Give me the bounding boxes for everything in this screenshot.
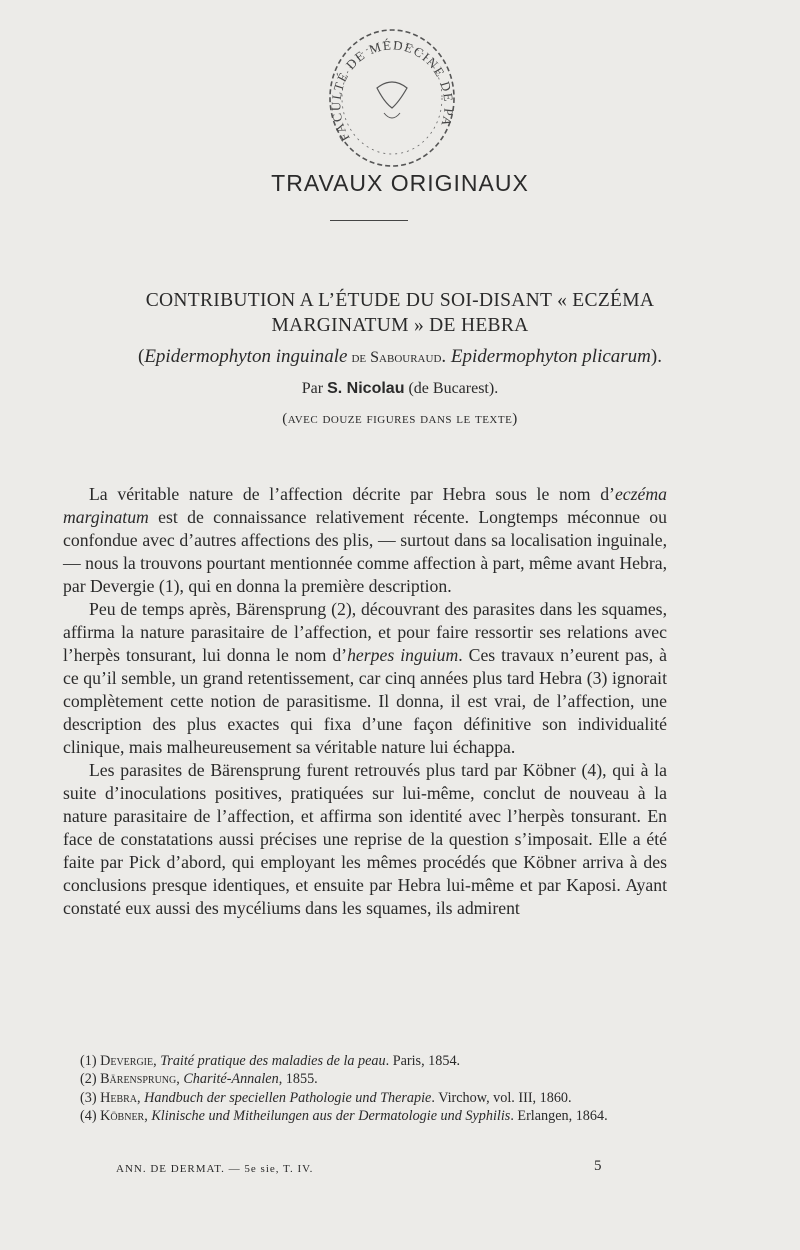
article-subtitle: [60, 346, 740, 368]
footnote-sep: ,: [176, 1071, 184, 1088]
page-number: 5: [594, 1158, 602, 1174]
footnote-sep: ,: [153, 1053, 161, 1069]
subtitle-sep: .: [441, 346, 451, 367]
byline-origin: (de Bucarest).: [404, 380, 499, 397]
footnote-author: Hebra: [100, 1089, 138, 1106]
footnote-author: Devergie: [100, 1053, 154, 1069]
subtitle-author: Sabouraud: [370, 349, 442, 366]
footnote-rest: . Virchow, vol. III, 1860.: [431, 1089, 572, 1106]
stamp-text: FACULTÉ DE MÉDECINE DE PA: [328, 37, 457, 145]
footnote-author: Köbner: [100, 1107, 145, 1124]
svg-text:FACULTÉ DE MÉDECINE DE PARIS: [322, 18, 456, 144]
p2-text-b: . Ces travaux n’eurent pas, à ce qu’il semble, un grand retentissement, car cinq années plus tard Hebra (3) ignorait complètement cette notion de parasitisme. Il donna, il est vrai, de l’affection, une description des plus exactes qui fixa d’une façon définitive son individualité clinique, mais malheureusement sa véritable nature lui échappa.: [63, 645, 667, 757]
title-line-1: CONTRIBUTION A L’ÉTUDE DU SOI-DISANT « ECZÉMA: [145, 290, 655, 311]
footnote-sep: ,: [144, 1107, 152, 1124]
footnote-num: (4): [80, 1107, 101, 1124]
footnote-num: (2): [80, 1071, 101, 1088]
footnote-title: Klinische und Mitheilungen aus der Dermatologie und Syphilis: [151, 1107, 511, 1124]
p1-text-a: La véritable nature de l’affection décrite par Hebra sous le nom d’: [89, 484, 615, 504]
footnote-num: (3): [80, 1089, 101, 1106]
footnote-rest: . Paris, 1854.: [385, 1053, 461, 1069]
paragraph-3: Les parasites de Bärensprung furent retrouvés plus tard par Köbner (4), qui à la suite d’inoculations positives, pratiquées sur lui-même, conclut de nouveau à la nature parasitaire de l’affection, et affirma son identité avec l’herpès tonsurant. En face de constatations aussi précises une reprise de la question s’imposait. Elle a été faite par Pick d’abord, qui employant les mêmes procédés que Köbner arriva à des conclusions presque identiques, et ensuite par Hebra lui-même et par Kaposi. Ayant constaté eux aussi des mycéliums dans les squames, ils admirent: [63, 760, 667, 918]
p1-text-b: est de connaissance relativement récente. Longtemps méconnue ou confondue avec d’autres affections des plis, — surtout dans sa localisation inguinale, — nous la trouvons pourtant mentionnée comme affection à part, même avant Hebra, par Devergie (1), qui en donna la première description.: [63, 507, 667, 596]
article-title: [80, 288, 720, 338]
byline-author: S. Nicolau: [327, 380, 405, 397]
running-footer: ANN. DE DERMAT. — 5e sie, T. IV.: [116, 1163, 314, 1175]
footnote-title: Charité-Annalen: [183, 1071, 279, 1088]
footnote: [60, 1070, 670, 1088]
paragraph-2: [63, 598, 667, 759]
footnote-rest: . Erlangen, 1864.: [510, 1107, 608, 1124]
title-line-2: MARGINATUM » DE HEBRA: [271, 315, 529, 336]
p2-text-a: Peu de temps après, Bärensprung (2), découvrant des parasites dans les squames, affirma la nature parasitaire de l’affection, et pour faire ressortir ses relations avec l’herpès tonsurant, lui donna le nom d’: [63, 599, 667, 665]
footnote: [60, 1052, 670, 1070]
footnote-title: Handbuch der speciellen Pathologie und Therapie: [144, 1089, 432, 1106]
p2-italic: herpes inguium: [347, 645, 459, 665]
footnote-num: (1): [80, 1053, 101, 1069]
library-stamp: [322, 18, 462, 168]
subtitle-paren-close: ).: [650, 346, 662, 367]
footnote-rest: , 1855.: [278, 1071, 318, 1088]
subtitle-species-1: Epidermophyton inguinale: [144, 346, 348, 367]
byline-par: Par: [301, 380, 328, 397]
section-heading: TRAVAUX ORIGINAUX: [271, 170, 529, 196]
footnote-title: Traité pratique des maladies de la peau: [160, 1053, 386, 1069]
figures-note: (avec douze figures dans le texte): [282, 411, 518, 427]
subtitle-de: de: [347, 349, 371, 366]
subtitle-paren-open: (: [137, 346, 145, 367]
subtitle-species-2: Epidermophyton plicarum: [450, 346, 651, 367]
footnote-sep: ,: [137, 1089, 145, 1106]
paragraph-1: [63, 483, 667, 598]
p1-italic: eczéma marginatum: [63, 484, 667, 527]
byline: [0, 380, 800, 398]
divider-rule: [330, 220, 408, 221]
footnotes: [60, 1052, 670, 1125]
footnote: [60, 1089, 670, 1107]
footnote-author: Bärensprung: [100, 1071, 177, 1088]
article-body: [63, 483, 667, 920]
footnote: [60, 1107, 670, 1125]
